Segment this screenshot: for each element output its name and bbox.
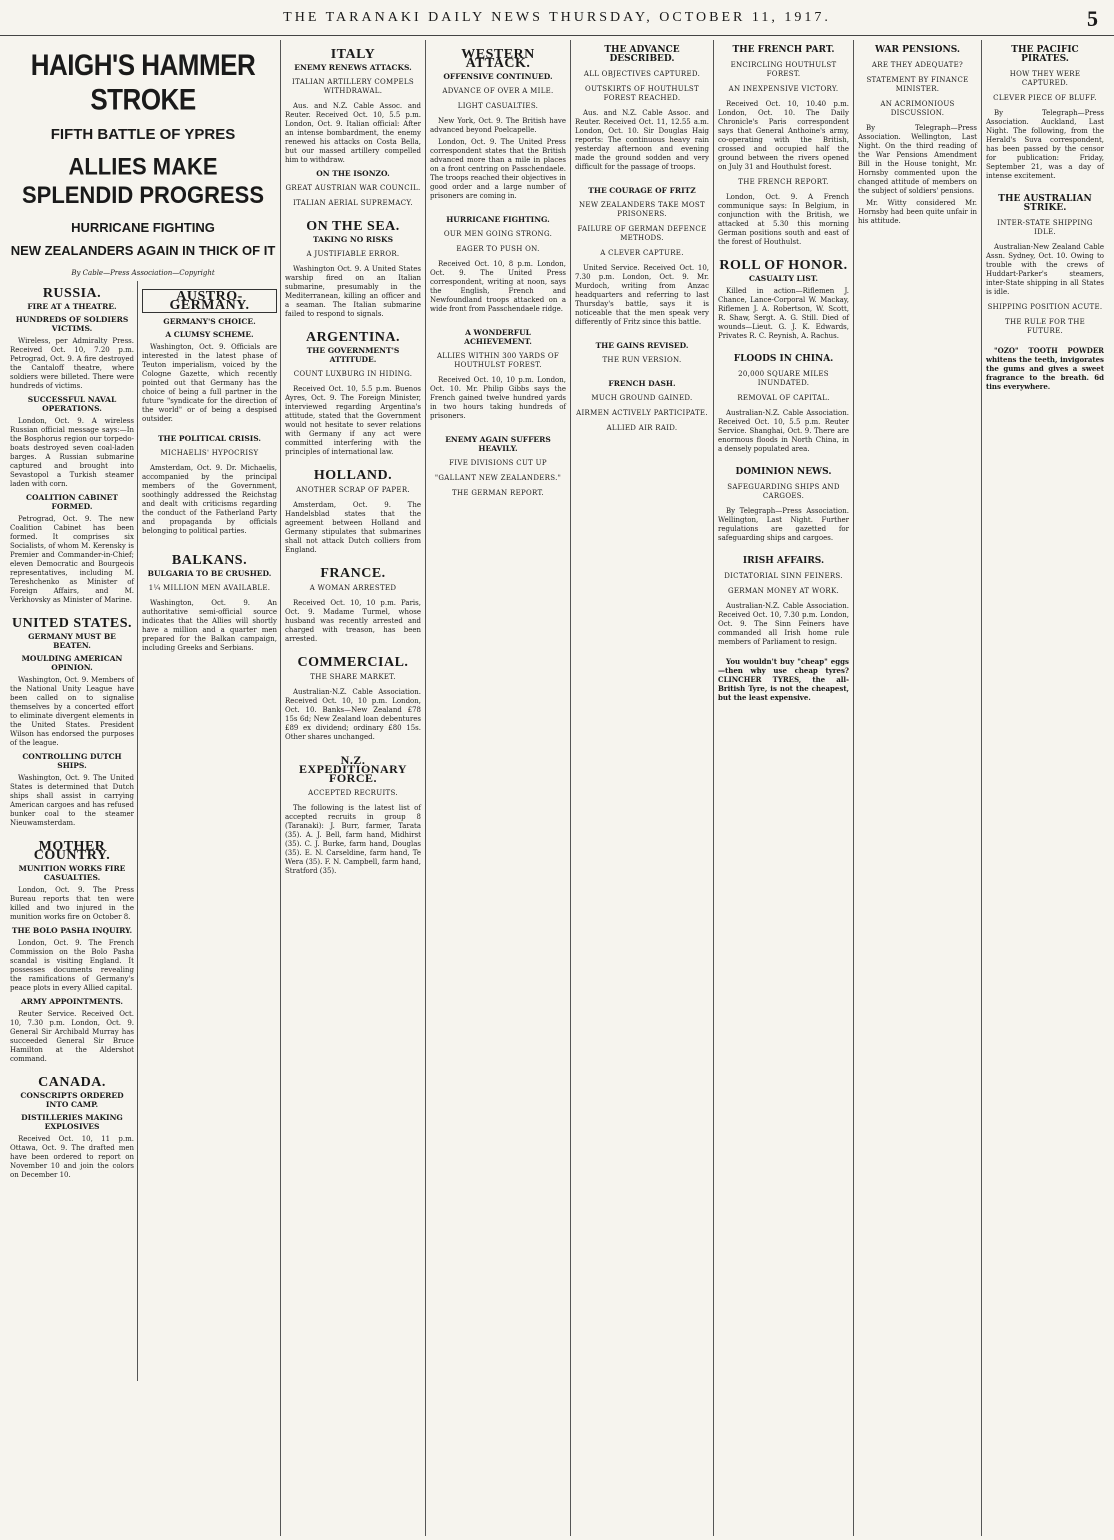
french-title: THE FRENCH PART.: [732, 45, 835, 55]
austro-balkans-column: [142, 281, 277, 1381]
pacific-sub: INTER-STATE SHIPPING IDLE.: [997, 219, 1093, 236]
column-6: [714, 40, 854, 1536]
article-paragraph: Received Oct. 10, 5.5 p.m. Buenos Ayres, Oct. 9. The Foreign Minister, interviewed regarding Argentina's attitude, stated that the Government would not hesitate to sever relations with Germany if any act were committed interfering with the principles of international law.: [285, 385, 421, 456]
article-paragraph: London, Oct. 9. The French Commission on the Bolo Pasha scandal is visiting England. It possesses documents revealing the ramifications of Germany's peace plots in every Allied capital.: [10, 939, 134, 992]
advance-sub: NEW ZEALANDERS TAKE MOST PRISONERS.: [578, 201, 705, 218]
honor-title: ROLL OF HONOR.: [719, 258, 848, 273]
italy-title: ITALY: [330, 47, 376, 62]
article-paragraph: New York, Oct. 9. The British have advanced beyond Poelcapelle.: [430, 117, 566, 134]
article-paragraph: Amsterdam, Oct. 9. The Handelsblad states that the agreement between Holland and Germany stipulates that submarines shall not attack Dutch colliers from England.: [285, 501, 421, 554]
column-1: [6, 40, 281, 1536]
pensions-title: WAR PENSIONS.: [874, 45, 961, 55]
article-paragraph: Aus. and N.Z. Cable Assoc. and Reuter. Received Oct. 10, 5.5 p.m. London, Oct. 9. Italian official: After an intense bombardment, the enemy renewed his attacks on Costa Bella, but our massed artillery compelled him to withdraw.: [285, 102, 421, 164]
pacific-sub: CLEVER PIECE OF BLUFF.: [993, 94, 1097, 102]
advance-sub: ALL OBJECTIVES CAPTURED.: [583, 70, 701, 78]
pacific-sub: THE AUSTRALIAN STRIKE.: [998, 194, 1092, 213]
pensions-sub: ARE THEY ADEQUATE?: [871, 61, 964, 69]
dominion-title: DOMINION NEWS.: [735, 467, 832, 477]
article-paragraph: London, Oct. 9. The United Press correspondent states that the British advanced more than a mile in places on a front centring on Passchendaele. The troops reached their objectives in good order and a large number of prisoners are coming in.: [430, 138, 566, 200]
irish-title: IRISH AFFAIRS.: [742, 556, 825, 566]
column-5: [571, 40, 714, 1536]
column-7: [854, 40, 982, 1536]
column-8: [982, 40, 1108, 1536]
french-sub: THE FRENCH REPORT.: [738, 178, 829, 186]
headline-allies: ALLIES MAKE SPLENDID PROGRESS: [21, 152, 265, 209]
commercial-title: COMMERCIAL.: [297, 655, 409, 670]
france-sub: A WOMAN ARRESTED: [309, 584, 397, 592]
article-paragraph: Australian-N.Z. Cable Association. Received Oct. 10, 10 p.m. London, Oct. 10. Banks—New Zealand £78 15s 6d; New Zealand loan debentures £89 ex dividend; ordinary £80 15s. Other shares unchanged.: [285, 688, 421, 741]
headline-fifth-battle: FIFTH BATTLE OF YPRES: [50, 126, 236, 143]
austro-sub: GERMANY'S CHOICE.: [163, 317, 256, 326]
french-sub: AN INEXPENSIVE VICTORY.: [728, 85, 839, 93]
russia-sub: FIRE AT A THEATRE.: [27, 302, 117, 311]
irish-sub: DICTATORIAL SINN FEINERS.: [724, 572, 843, 580]
page-number: 5: [1087, 6, 1098, 31]
advance-sub: THE GAINS REVISED.: [595, 341, 689, 350]
holland-title: HOLLAND.: [313, 468, 393, 483]
article-paragraph: Amsterdam, Oct. 9. Dr. Michaelis, accompanied by the principal members of the Government, soothingly addressed the Reichstag and dealt with criticisms regarding the conduct of the Fatherland Party and propaganda by officials belonging to political parties.: [142, 464, 277, 535]
article-paragraph: Australian-New Zealand Cable Assn. Sydney, Oct. 10. Owing to trouble with the crews of Huddart-Parker's steamers, inter-State shipping in all States is idle.: [986, 243, 1104, 296]
advance-sub: THE RUN VERSION.: [602, 356, 682, 364]
commercial-sub: THE SHARE MARKET.: [310, 673, 396, 681]
canada-sub: DISTILLERIES MAKING EXPLOSIVES: [21, 1113, 123, 1131]
tyre-advertisement: You wouldn't buy "cheap" eggs—then why use cheap tyres? CLINCHER TYRES, the all-British Tyre, is not the cheapest, but the least expensive.: [718, 657, 849, 702]
article-paragraph: London, Oct. 9. A French communique says: In Belgium, in conjunction with the British, we attacked at 5.30 this morning German positions south and east of the forest of Houthulst.: [718, 193, 849, 246]
article-paragraph: Washington Oct. 9. A United States warship fired on an Italian submarine, presumably in the Mediterranean, killing an officer and a seaman. The Italian submarine failed to respond to signals.: [285, 265, 421, 318]
sea-sub: A JUSTIFIABLE ERROR.: [306, 250, 400, 258]
article-paragraph: London, Oct. 9. The Press Bureau reports that ten were killed and two injured in the munition works fire on October 8.: [10, 886, 134, 921]
pensions-sub: AN ACRIMONIOUS DISCUSSION.: [880, 100, 955, 117]
western-sub: ENEMY AGAIN SUFFERS HEAVILY.: [445, 435, 551, 453]
advance-sub: THE COURAGE OF FRITZ: [588, 186, 696, 195]
nzef-title: N.Z. EXPEDITIONARY FORCE.: [298, 753, 408, 785]
article-paragraph: London, Oct. 9. A wireless Russian official message says:—In the Bosphorus region our torpedo-boats destroyed seven coal-laden barges. A Russian submarine captured and brought into Sevastopol a Turkish steamer laden with corn.: [10, 417, 134, 488]
article-paragraph: Received Oct. 10, 10 p.m. Paris, Oct. 9. Madame Turmel, whose husband was recently arrested and charged with treason, has been arrested.: [285, 599, 421, 643]
headline-hurricane: HURRICANE FIGHTING: [71, 220, 215, 235]
article-paragraph: Reuter Service. Received Oct. 10, 7.30 p.m. London, Oct. 9. General Sir Archibald Murray has succeeded General Sir Bruce Hamilton at the Aldershot command.: [10, 1010, 134, 1063]
western-sub: OFFENSIVE CONTINUED.: [443, 72, 553, 81]
balkans-sub: 1¼ MILLION MEN AVAILABLE.: [148, 584, 271, 592]
article-paragraph: Aus. and N.Z. Cable Assoc. and Reuter. Received Oct. 11, 12.55 a.m. London, Oct. 10. Sir Douglas Haig reports: The continuous heavy rain yesterday afternoon and evening made the ground sodden and very difficult for the passage of troops.: [575, 109, 709, 171]
article-paragraph: Washington, Oct. 9. Officials are interested in the latest phase of Teuton imperialism, voiced by the Cologne Gazette, which recently pointed out that Germany has the choice of being a full partner in the future "syndicate for the direction of the world" or of being a despised outsider.: [142, 343, 277, 423]
article-paragraph: By Telegraph—Press Association. Auckland, Last Night. The following, from the Herald's Suva correspondent, has been passed by the censor for publication: Friday, September 21, was a day of intense excitement.: [986, 109, 1104, 180]
argentina-title: ARGENTINA.: [305, 330, 401, 345]
austro-sub: MICHAELIS' HYPOCRISY: [160, 449, 259, 457]
article-paragraph: Received Oct. 10, 8 p.m. London, Oct. 9. The United Press correspondent, writing at noon, says the English, French and Newfoundland troops attacked on a wide front from Passchendaele ridge.: [430, 260, 566, 313]
floods-title: FLOODS IN CHINA.: [733, 354, 834, 364]
italy-sub: ITALIAN AERIAL SUPREMACY.: [293, 199, 413, 207]
pacific-sub: THE RULE FOR THE FUTURE.: [1004, 318, 1086, 335]
article-paragraph: The following is the latest list of accepted recruits in group 8 (Taranaki): J. Burr, farmer, Tarata (35). A. J. Bell, farm hand, Midhirst (35). C. J. Burke, farm hand, Douglas (35). E. N. Carseldine, farm hand, Te Wera (35). F. N. Campbell, farm hand, Stratford (35).: [285, 804, 421, 875]
article-paragraph: Australian-N.Z. Cable Association. Received Oct. 10, 7.30 p.m. London, Oct. 9. The Sinn Feiners have commanded all Irish home rule members of Parliament to resign.: [718, 602, 849, 646]
article-paragraph: Petrograd, Oct. 9. The new Coalition Cabinet has been formed. It comprises six Socialists, of whom M. Kerensky is Premier and Commander-in-Chief; eleven Democratic and Bourgeois representatives, including M. Tereshchenko as Minister of Foreign Affairs, and M. Verkhovsky as Minister of Marine.: [10, 515, 134, 604]
article-paragraph: Killed in action—Riflemen J. Chance, Lance-Corporal W. Mackay, Riflemen J. A. Robertson, W. Scott, R. Shaw, Sergt. A. G. Still. Died of wounds—Lieut. G. J. K. Edwards, Privates R. C. Reynish, A. Rachus.: [718, 287, 849, 340]
article-paragraph: Washington, Oct. 9. The United States is determined that Dutch ships shall assist in carrying American cargoes and has refused bunker coal to the steamer Nieuwamsterdam.: [10, 774, 134, 827]
us-sub: MOULDING AMERICAN OPINION.: [21, 654, 123, 672]
pacific-title: THE PACIFIC PIRATES.: [1011, 45, 1079, 64]
article-paragraph: Received Oct. 10, 11 p.m. Ottawa, Oct. 9. The drafted men have been ordered to report on November 10 and join the colors on December 10.: [10, 1135, 134, 1179]
italy-sub: ITALIAN ARTILLERY COMPELS WITHDRAWAL.: [292, 78, 414, 95]
western-sub: ALLIES WITHIN 300 YARDS OF HOUTHULST FOREST.: [436, 352, 560, 369]
dominion-sub: SAFEGUARDING SHIPS AND CARGOES.: [727, 483, 840, 500]
western-sub: HURRICANE FIGHTING.: [446, 215, 550, 224]
floods-sub: REMOVAL OF CAPITAL.: [737, 394, 830, 402]
advance-title: THE ADVANCE DESCRIBED.: [604, 45, 680, 64]
article-paragraph: Wireless, per Admiralty Press. Received Oct. 10, 7.20 p.m. Petrograd, Oct. 9. A fire destroyed the Cantaloff theatre, where soldiers were billeted. There were hundreds of victims.: [10, 337, 134, 390]
byline: By Cable—Press Association—Copyright: [71, 269, 215, 277]
article-paragraph: Washington, Oct. 9. Members of the National Unity League have been called on to signalise themselves by a concerted effort to eliminate divergent elements in the United States. President Wilson has endorsed the purposes of the league.: [10, 676, 134, 747]
pacific-sub: HOW THEY WERE CAPTURED.: [1009, 70, 1081, 87]
article-paragraph: Received Oct. 10, 10 p.m. London, Oct. 10. Mr. Philip Gibbs says the French gained twelve hundred yards in two hours taking hundreds of prisoners.: [430, 376, 566, 420]
italy-sub: ON THE ISONZO.: [316, 169, 390, 178]
article-paragraph: Australian-N.Z. Cable Association. Received Oct. 10, 5.5 p.m. Reuter Service. Shanghai, Oct. 9. There are enormous floods in North China, in a densely populated area.: [718, 409, 849, 453]
advance-sub: OUTSKIRTS OF HOUTHULST FOREST REACHED.: [585, 85, 699, 102]
advance-sub: ALLIED AIR RAID.: [606, 424, 678, 432]
argentina-sub: THE GOVERNMENT'S ATTITUDE.: [306, 346, 400, 364]
balkans-title: BALKANS.: [171, 553, 248, 568]
russia-title: RUSSIA.: [42, 286, 102, 301]
masthead: [0, 0, 1114, 36]
article-paragraph: Washington, Oct. 9. An authoritative semi-official source indicates that the Allies will shortly have a million and a quarter men prepared for the Balkan campaign, including Greeks and Serbians.: [142, 599, 277, 652]
column-3: [281, 40, 426, 1536]
article-paragraph: Received Oct. 10, 10.40 p.m. London, Oct. 10. The Daily Chronicle's Paris correspondent says that General Anthoine's army, co-operating with the British, crossed and occupied half the ground between the rivers opened on July 31 and Houthulst forest.: [718, 100, 849, 171]
us-title: UNITED STATES.: [11, 616, 133, 631]
canada-title: CANADA.: [38, 1075, 106, 1090]
balkans-sub: BULGARIA TO BE CRUSHED.: [147, 569, 272, 578]
western-sub: OUR MEN GOING STRONG.: [443, 230, 553, 238]
france-title: FRANCE.: [320, 566, 386, 581]
sea-sub: TAKING NO RISKS: [313, 235, 393, 244]
russia-sub: HUNDREDS OF SOLDIERS VICTIMS.: [15, 315, 129, 333]
honor-sub: CASUALTY LIST.: [749, 274, 818, 283]
masthead-title: THE TARANAKI DAILY NEWS THURSDAY, OCTOBER 11, 1917.: [283, 9, 831, 25]
italy-sub: GREAT AUSTRIAN WAR COUNCIL.: [285, 184, 421, 192]
us-sub: GERMANY MUST BE BEATEN.: [28, 632, 116, 650]
article-paragraph: United Service. Received Oct. 10, 7.30 p.m. London, Oct. 9. Mr. Murdoch, writing from Anzac headquarters and referring to last Thursday's battle, says it is noticeable that the men speak very differently of Fritz since this battle.: [575, 264, 709, 326]
newspaper-columns: [6, 40, 1108, 1536]
headline-main: HAIGH'S HAMMER STROKE: [30, 47, 256, 117]
italy-sub: ENEMY RENEWS ATTACKS.: [294, 63, 412, 72]
article-paragraph: By Telegraph—Press Association. Wellington, Last Night. On the third reading of the War Pensions Amendment Bill in the House tonight, Mr. Hornsby commented upon the changed attitude of members on the subject of soldiers' pensions.: [858, 124, 977, 195]
mother-sub: MUNITION WORKS FIRE CASUALTIES.: [18, 864, 126, 882]
sea-title: ON THE SEA.: [306, 219, 400, 234]
western-title: WESTERN ATTACK.: [461, 47, 535, 71]
mother-sub: THE BOLO PASHA INQUIRY.: [11, 926, 133, 935]
article-paragraph: Mr. Witty considered Mr. Hornsby had been quite unfair in his attitude.: [858, 199, 977, 225]
russia-us-column: [10, 281, 138, 1381]
holland-sub: ANOTHER SCRAP OF PAPER.: [296, 486, 410, 494]
advance-sub: FRENCH DASH.: [608, 379, 676, 388]
pensions-sub: STATEMENT BY FINANCE MINISTER.: [866, 76, 969, 93]
advance-sub: MUCH GROUND GAINED.: [591, 394, 693, 402]
nzef-sub: ACCEPTED RECRUITS.: [308, 789, 398, 797]
us-sub: CONTROLLING DUTCH SHIPS.: [22, 752, 122, 770]
irish-sub: GERMAN MONEY AT WORK.: [727, 587, 840, 595]
mother-sub: ARMY APPOINTMENTS.: [20, 997, 124, 1006]
canada-sub: CONSCRIPTS ORDERED INTO CAMP.: [20, 1091, 124, 1109]
advance-sub: A CLEVER CAPTURE.: [600, 249, 684, 257]
argentina-sub: COUNT LUXBURG IN HIDING.: [293, 370, 413, 378]
advance-sub: FAILURE OF GERMAN DEFENCE METHODS.: [577, 225, 707, 242]
advance-sub: AIRMEN ACTIVELY PARTICIPATE.: [576, 409, 708, 417]
russia-sub: COALITION CABINET FORMED.: [26, 493, 118, 511]
floods-sub: 20,000 SQUARE MILES INUNDATED.: [738, 370, 829, 387]
mother-title: MOTHER COUNTRY.: [33, 839, 111, 863]
western-sub: LIGHT CASUALTIES.: [457, 102, 539, 110]
pacific-sub: SHIPPING POSITION ACUTE.: [987, 303, 1103, 311]
western-sub: ADVANCE OF OVER A MILE.: [442, 87, 554, 95]
french-sub: ENCIRCLING HOUTHULST FOREST.: [730, 61, 837, 78]
ozo-advertisement: "OZO" TOOTH POWDER whitens the teeth, invigorates the gums and gives a sweet fragrance to the breath. 6d tins everywhere.: [986, 346, 1104, 391]
headline-nz: NEW ZEALANDERS AGAIN IN THICK OF IT: [10, 243, 276, 258]
western-sub: EAGER TO PUSH ON.: [456, 245, 540, 253]
russia-sub: SUCCESSFUL NAVAL OPERATIONS.: [27, 395, 117, 413]
austro-title: AUSTRO-GERMANY.: [142, 289, 277, 313]
column-4: [426, 40, 571, 1536]
article-paragraph: By Telegraph—Press Association. Wellington, Last Night. Further regulations are gazetted for safeguarding ships and cargoes.: [718, 507, 849, 542]
western-sub: A WONDERFUL ACHIEVEMENT.: [464, 328, 532, 346]
western-sub: FIVE DIVISIONS CUT UP: [449, 459, 547, 467]
western-sub: "GALLANT NEW ZEALANDERS.": [434, 474, 562, 482]
western-sub: THE GERMAN REPORT.: [452, 489, 544, 497]
austro-sub: A CLUMSY SCHEME.: [165, 330, 254, 339]
austro-sub: THE POLITICAL CRISIS.: [157, 434, 262, 443]
